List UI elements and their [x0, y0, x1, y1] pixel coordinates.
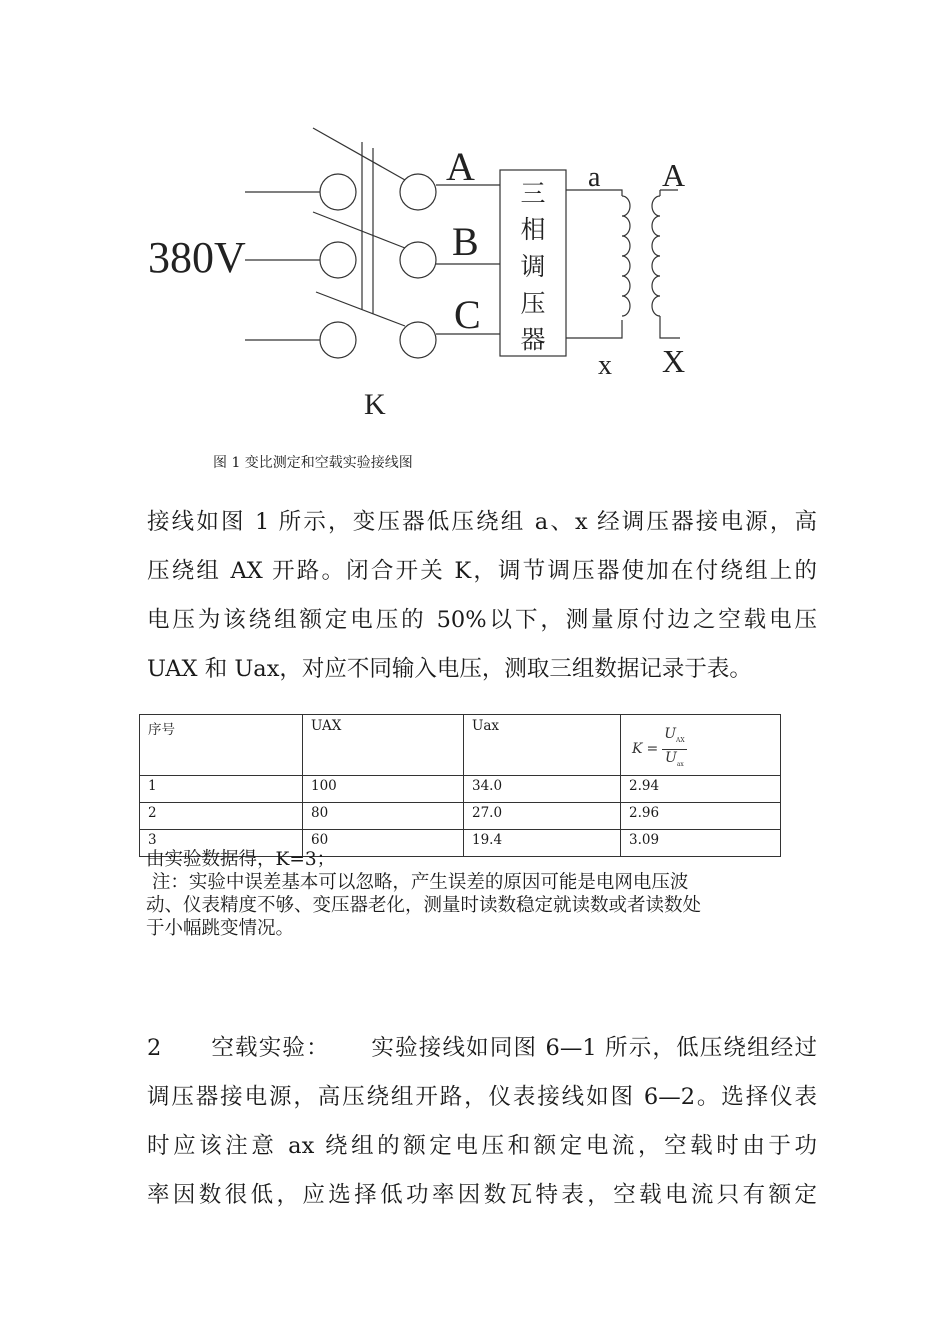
high-voltage-coil	[652, 196, 660, 316]
table-cell: 3	[140, 829, 303, 856]
paragraph-1-line: UAX 和 Uax，对应不同输入电压，测取三组数据记录于表。	[147, 656, 752, 682]
low-voltage-coil	[622, 196, 630, 316]
header-uax-low: Uax	[464, 715, 621, 776]
switch-contact-right-c	[400, 322, 436, 358]
regulator-char-1: 三	[520, 179, 546, 208]
voltage-label: 380V	[148, 233, 246, 282]
table-cell: 2.96	[621, 802, 781, 829]
note-line: 注：实验中误差基本可以忽略，产生误差的原因可能是电网电压波	[146, 872, 689, 893]
table-cell: 2	[140, 802, 303, 829]
header-uax-high: UAX	[303, 715, 464, 776]
table-header-row	[140, 715, 781, 776]
phase-label-a: A	[446, 144, 475, 189]
paragraph-1-line: 电压为该绕组额定电压的 50%以下，测量原付边之空载电压	[147, 607, 817, 633]
figure-caption: 图 1 变比测定和空载实验接线图	[213, 455, 413, 471]
paragraph-2-line: 时应该注意 ax 绕组的额定电压和额定电流，空载时由于功	[147, 1133, 817, 1159]
phase-label-b: B	[452, 219, 479, 264]
switch-blade-b	[313, 212, 405, 248]
low-winding-bottom-label: x	[598, 350, 612, 381]
table-row	[140, 775, 781, 802]
table-cell: 2.94	[621, 775, 781, 802]
switch-contact-right-b	[400, 242, 436, 278]
ratio-formula	[632, 726, 687, 773]
table-cell: 27.0	[464, 802, 621, 829]
phase-label-c: C	[454, 292, 481, 337]
high-winding-top-label: A	[662, 157, 686, 193]
header-formula	[621, 715, 781, 776]
formula-eq: =	[646, 741, 659, 758]
wire-X	[660, 316, 680, 338]
switch-contact-left-a	[320, 174, 356, 210]
table-cell: 34.0	[464, 775, 621, 802]
result-and-note	[146, 848, 816, 940]
paragraph-1	[147, 498, 817, 694]
formula-lhs: K	[632, 741, 643, 758]
wire-x	[566, 320, 622, 338]
formula-numerator: $U_{AX}$	[662, 726, 686, 750]
paragraph-2	[147, 1024, 817, 1220]
header-index: 序号	[140, 715, 303, 776]
table-cell: 100	[303, 775, 464, 802]
paragraph-2-line: 2 空载实验： 实验接线如同图 6—1 所示，低压绕组经过	[147, 1035, 817, 1061]
table-cell: 80	[303, 802, 464, 829]
regulator-char-4: 压	[520, 289, 546, 318]
table-row	[140, 802, 781, 829]
table-cell: 3.09	[621, 829, 781, 856]
table-cell: 19.4	[464, 829, 621, 856]
table-cell: 60	[303, 829, 464, 856]
low-winding-top-label: a	[588, 162, 601, 193]
switch-blade-c	[316, 292, 405, 326]
switch-blade-a	[313, 128, 405, 180]
regulator-char-2: 相	[520, 215, 546, 244]
wiring-diagram	[0, 0, 950, 480]
table-cell: 1	[140, 775, 303, 802]
paragraph-1-line: 接线如图 1 所示，变压器低压绕组 a、x 经调压器接电源，高	[147, 509, 817, 535]
note-line: 动、仪表精度不够、变压器老化，测量时读数稳定就读数或者读数处	[146, 895, 702, 916]
switch-contact-right-a	[400, 174, 436, 210]
high-winding-bottom-label: X	[662, 343, 686, 379]
ratio-data-table	[139, 714, 781, 857]
result-line: 由实验数据得，K=3；	[146, 849, 336, 870]
paragraph-1-line: 压绕组 AX 开路。闭合开关 K，调节调压器使加在付绕组上的	[147, 558, 817, 584]
formula-denominator: $U_{ax}$	[665, 749, 684, 768]
switch-contact-left-b	[320, 242, 356, 278]
switch-label: K	[364, 388, 386, 421]
switch-contact-left-c	[320, 322, 356, 358]
note-line: 于小幅跳变情况。	[146, 918, 295, 939]
regulator-char-5: 器	[520, 325, 546, 354]
regulator-char-3: 调	[520, 252, 546, 281]
formula-fraction	[662, 726, 686, 773]
paragraph-2-line: 调压器接电源，高压绕组开路，仪表接线如图 6—2。选择仪表	[147, 1084, 817, 1110]
paragraph-2-line: 率因数很低，应选择低功率因数瓦特表，空载电流只有额定	[147, 1182, 817, 1208]
